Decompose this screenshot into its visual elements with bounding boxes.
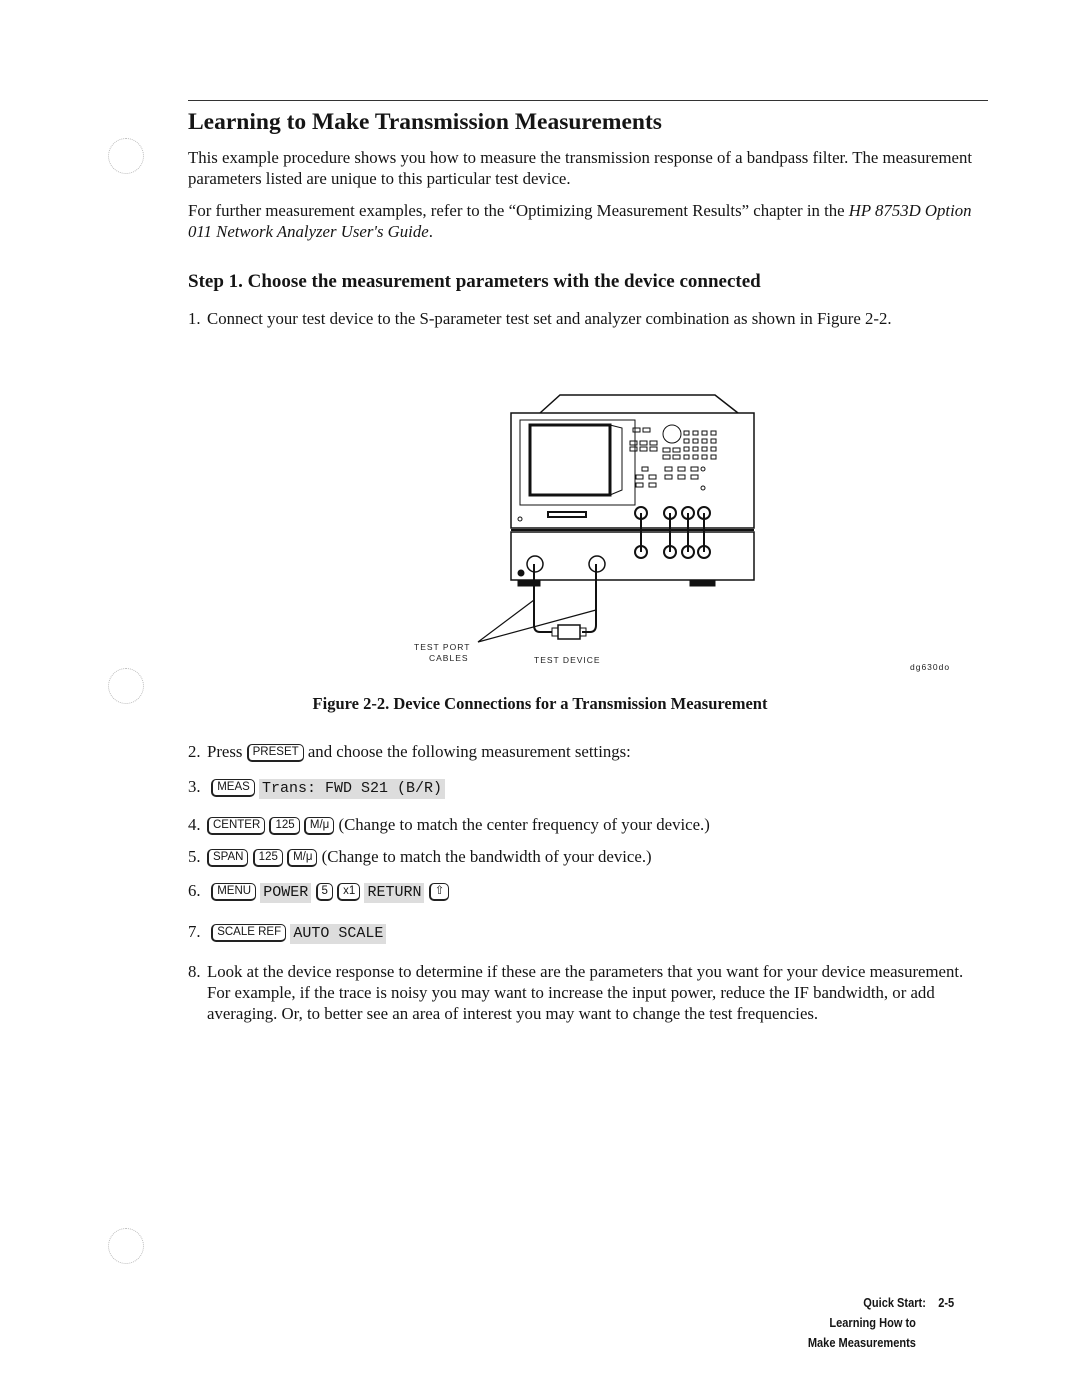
step-number: 3. bbox=[188, 777, 201, 796]
binder-hole bbox=[108, 138, 144, 174]
step-number: 6. bbox=[188, 881, 201, 900]
step-heading: Step 1. Choose the measurement parameters with the device connected bbox=[188, 271, 761, 292]
book-title: HP 8753D Option 011 Network Analyzer User's Guide bbox=[188, 201, 972, 241]
step-text: Look at the device response to determine if these are the parameters that you want for your device measurement. For example, if the trace is noisy you may want to increase the input power, reduce the IF bandwidth, or add averaging. Or, to better see an area of interest you may want to change the test frequencies. bbox=[207, 962, 964, 1023]
further-paragraph bbox=[188, 200, 978, 242]
step-number: 5. bbox=[188, 847, 201, 866]
key-m-mu: M/μ bbox=[304, 817, 334, 835]
label-test-device: TEST DEVICE bbox=[534, 655, 601, 665]
network-analyzer-illustration bbox=[478, 395, 754, 642]
page-title: Learning to Make Transmission Measurements bbox=[188, 109, 662, 135]
step-text: Connect your test device to the S-parameter test set and analyzer combination as shown in Figure 2-2. bbox=[207, 309, 892, 328]
step-1 bbox=[188, 308, 978, 329]
step-3 bbox=[188, 776, 445, 799]
binder-hole bbox=[108, 1228, 144, 1264]
intro-paragraph: This example procedure shows you how to measure the transmission response of a bandpass filter. The measurement parameters listed are unique to this particular test device. bbox=[188, 148, 973, 188]
softkey-power: POWER bbox=[260, 883, 311, 903]
step-number: 2. bbox=[188, 742, 201, 761]
softkey-trans-fwd-s21: Trans: FWD S21 (B/R) bbox=[259, 779, 445, 799]
key-m-mu: M/μ bbox=[287, 849, 317, 867]
key-meas: MEAS bbox=[211, 779, 255, 797]
step-5 bbox=[188, 846, 652, 867]
key-span: SPAN bbox=[207, 849, 248, 867]
step-7 bbox=[188, 921, 386, 944]
key-125: 125 bbox=[269, 817, 299, 835]
step-text: (Change to match the center frequency of your device.) bbox=[338, 815, 710, 834]
step-text: and choose the following measurement settings: bbox=[307, 742, 631, 761]
step-2 bbox=[188, 741, 631, 762]
footer-section: Quick Start: bbox=[863, 1295, 926, 1310]
header-rule bbox=[188, 100, 988, 101]
page-number: 2-5 bbox=[938, 1295, 954, 1310]
label-cables: CABLES bbox=[429, 653, 469, 663]
key-preset: PRESET bbox=[247, 744, 304, 762]
footer bbox=[808, 1293, 954, 1353]
further-text: For further measurement examples, refer to the “Optimizing Measurement Results” chapter in the bbox=[188, 201, 849, 220]
step-text: (Change to match the bandwidth of your device.) bbox=[321, 847, 652, 866]
up-arrow-key-icon: ⇧ bbox=[429, 883, 450, 901]
step-number: 7. bbox=[188, 922, 201, 941]
key-scale-ref: SCALE REF bbox=[211, 924, 286, 942]
key-menu: MENU bbox=[211, 883, 256, 901]
step-6 bbox=[188, 880, 449, 903]
footer-line-3: Make Measurements bbox=[807, 1335, 916, 1350]
key-center: CENTER bbox=[207, 817, 265, 835]
softkey-auto-scale: AUTO SCALE bbox=[290, 924, 386, 944]
further-end: . bbox=[428, 222, 433, 241]
step-4 bbox=[188, 814, 710, 835]
step-number: 4. bbox=[188, 815, 201, 834]
key-x1: x1 bbox=[337, 883, 360, 901]
label-test-port: TEST PORT bbox=[414, 642, 471, 652]
figure-id: dg630do bbox=[910, 662, 951, 672]
softkey-return: RETURN bbox=[364, 883, 424, 903]
figure-caption: Figure 2-2. Device Connections for a Transmission Measurement bbox=[312, 694, 768, 713]
step-number: 8. bbox=[188, 962, 201, 981]
step-text: Press bbox=[207, 742, 243, 761]
step-8 bbox=[188, 961, 988, 1024]
footer-line-2: Learning How to bbox=[829, 1315, 916, 1330]
step-number: 1. bbox=[188, 309, 201, 328]
key-5: 5 bbox=[316, 883, 333, 901]
device-connection-figure bbox=[400, 380, 1000, 680]
key-125: 125 bbox=[253, 849, 283, 867]
